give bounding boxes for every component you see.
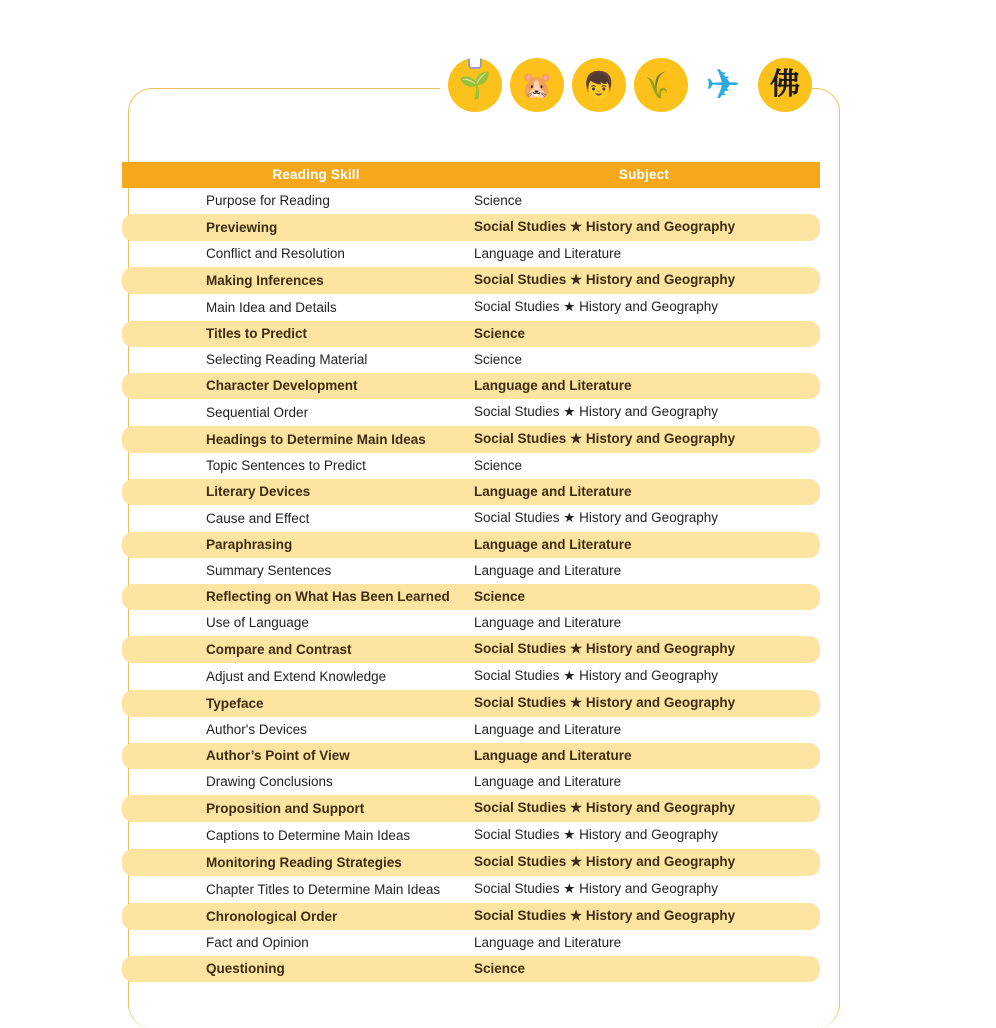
row-spacer-cell xyxy=(122,241,164,267)
cell-subject: Social Studies ★ History and Geography xyxy=(474,827,718,842)
cell-subject: Language and Literature xyxy=(474,935,622,950)
cell-subject: Social Studies ★ History and Geography xyxy=(468,795,820,822)
table-row xyxy=(122,426,820,453)
table-row xyxy=(122,769,820,795)
cell-subject: Language and Literature xyxy=(468,373,820,399)
table-row xyxy=(122,584,820,610)
cell-empty xyxy=(122,982,164,1007)
cell-subject: Social Studies ★ History and Geography xyxy=(468,849,820,876)
animal-icon xyxy=(510,58,564,112)
table-row xyxy=(122,717,820,743)
paperclip-icon xyxy=(468,58,482,69)
row-spacer-cell xyxy=(122,347,164,373)
row-spacer-cell xyxy=(122,876,164,903)
cell-subject: Language and Literature xyxy=(474,722,622,737)
table-row xyxy=(122,347,820,373)
airplane-glyph: ✈ xyxy=(705,61,741,108)
cell-subject: Language and Literature xyxy=(468,532,820,558)
cell-subject: Science xyxy=(468,956,820,982)
table-row xyxy=(122,505,820,532)
seedlings-icon xyxy=(448,58,502,112)
cell-empty xyxy=(164,982,468,1007)
cell-reading-skill: Previewing xyxy=(164,214,468,241)
row-spacer-cell xyxy=(122,743,164,769)
row-spacer-cell xyxy=(122,610,164,636)
row-spacer-cell xyxy=(122,188,164,214)
cell-subject: Language and Literature xyxy=(474,246,622,261)
row-spacer-cell xyxy=(122,267,164,294)
animal-glyph: 🐹 xyxy=(520,70,554,100)
cell-subject: Social Studies ★ History and Geography xyxy=(474,404,718,419)
row-spacer-cell xyxy=(122,321,164,347)
cell-subject: Language and Literature xyxy=(474,774,622,789)
cell-subject: Social Studies ★ History and Geography xyxy=(468,214,820,241)
table-row xyxy=(122,822,820,849)
row-spacer-cell xyxy=(122,399,164,426)
cell-empty xyxy=(468,982,820,1007)
cell-subject: Language and Literature xyxy=(474,615,622,630)
airplane-icon xyxy=(696,58,750,112)
cell-reading-skill: Adjust and Extend Knowledge xyxy=(206,668,387,684)
cell-reading-skill: Character Development xyxy=(164,373,468,399)
row-spacer-cell xyxy=(122,453,164,479)
cell-reading-skill: Selecting Reading Material xyxy=(206,352,368,367)
chinese-character-glyph: 佛 xyxy=(770,67,800,102)
row-spacer-cell xyxy=(122,294,164,321)
table-header-row xyxy=(122,162,820,188)
seedlings-glyph: 🌱 xyxy=(458,70,492,100)
cell-subject: Social Studies ★ History and Geography xyxy=(474,510,718,525)
cell-reading-skill: Conflict and Resolution xyxy=(206,246,345,261)
table-row xyxy=(122,558,820,584)
row-spacer-cell xyxy=(122,690,164,717)
table-row xyxy=(122,294,820,321)
table-row xyxy=(122,795,820,822)
row-spacer-cell xyxy=(122,426,164,453)
row-spacer-cell xyxy=(122,214,164,241)
row-spacer-cell xyxy=(122,663,164,690)
cell-reading-skill: Author’s Point of View xyxy=(164,743,468,769)
cell-reading-skill: Captions to Determine Main Ideas xyxy=(206,827,411,843)
table-row xyxy=(122,532,820,558)
cell-subject: Language and Literature xyxy=(468,743,820,769)
icon-strip xyxy=(448,58,812,112)
cell-subject: Social Studies ★ History and Geography xyxy=(468,690,820,717)
cell-reading-skill: Typeface xyxy=(164,690,468,717)
cell-subject: Science xyxy=(474,193,523,208)
cell-subject: Social Studies ★ History and Geography xyxy=(468,426,820,453)
cell-reading-skill: Paraphrasing xyxy=(164,532,468,558)
cell-subject: Language and Literature xyxy=(468,479,820,505)
cell-reading-skill: Literary Devices xyxy=(164,479,468,505)
table-row xyxy=(122,321,820,347)
table-row xyxy=(122,373,820,399)
cell-reading-skill: Main Idea and Details xyxy=(206,299,337,315)
cell-subject: Science xyxy=(474,352,523,367)
cell-reading-skill: Headings to Determine Main Ideas xyxy=(164,426,468,453)
cell-reading-skill: Author's Devices xyxy=(206,722,307,737)
cell-reading-skill: Fact and Opinion xyxy=(206,935,309,950)
cell-subject: Science xyxy=(468,584,820,610)
row-spacer-cell xyxy=(122,849,164,876)
cell-reading-skill: Chapter Titles to Determine Main Ideas xyxy=(206,881,441,897)
row-spacer-cell xyxy=(122,956,164,982)
row-spacer-cell xyxy=(122,532,164,558)
cell-reading-skill: Cause and Effect xyxy=(206,510,310,526)
cell-subject: Science xyxy=(474,458,523,473)
table-row xyxy=(122,956,820,982)
table-row xyxy=(122,241,820,267)
cell-reading-skill: Questioning xyxy=(164,956,468,982)
cell-reading-skill: Drawing Conclusions xyxy=(206,774,333,789)
row-spacer-cell xyxy=(122,795,164,822)
row-spacer-cell xyxy=(122,505,164,532)
table-body xyxy=(122,188,820,1007)
chinese-character-icon xyxy=(758,58,812,112)
table-head xyxy=(122,162,820,188)
cell-reading-skill: Purpose for Reading xyxy=(206,193,330,208)
table-row xyxy=(122,663,820,690)
cell-subject: Social Studies ★ History and Geography xyxy=(474,299,718,314)
child-reading-glyph: 👦 xyxy=(582,70,616,100)
cell-subject: Social Studies ★ History and Geography xyxy=(468,903,820,930)
cell-reading-skill: Making Inferences xyxy=(164,267,468,294)
row-spacer-cell xyxy=(122,769,164,795)
cell-reading-skill: Proposition and Support xyxy=(164,795,468,822)
cell-subject: Social Studies ★ History and Geography xyxy=(474,881,718,896)
row-spacer-cell xyxy=(122,373,164,399)
cell-subject: Science xyxy=(468,321,820,347)
child-reading-icon xyxy=(572,58,626,112)
table-row xyxy=(122,876,820,903)
reading-skills-table-wrap xyxy=(122,162,820,1007)
row-spacer-cell xyxy=(122,479,164,505)
table-row xyxy=(122,214,820,241)
table-row xyxy=(122,610,820,636)
cell-reading-skill: Use of Language xyxy=(206,615,309,630)
row-spacer-cell xyxy=(122,930,164,956)
row-spacer-cell xyxy=(122,558,164,584)
cell-reading-skill: Summary Sentences xyxy=(206,563,332,578)
table-row-empty xyxy=(122,982,820,1007)
row-spacer-cell xyxy=(122,584,164,610)
table-row xyxy=(122,930,820,956)
header-subject: Subject xyxy=(468,162,820,188)
cell-reading-skill: Titles to Predict xyxy=(164,321,468,347)
table-row xyxy=(122,690,820,717)
cell-reading-skill: Topic Sentences to Predict xyxy=(206,458,366,473)
table-row xyxy=(122,267,820,294)
table-row xyxy=(122,849,820,876)
table-row xyxy=(122,188,820,214)
cell-reading-skill: Compare and Contrast xyxy=(164,636,468,663)
row-spacer-cell xyxy=(122,903,164,930)
reading-skills-table xyxy=(122,162,820,1007)
row-spacer-cell xyxy=(122,822,164,849)
table-row xyxy=(122,399,820,426)
table-row xyxy=(122,453,820,479)
cell-subject: Social Studies ★ History and Geography xyxy=(468,267,820,294)
table-row xyxy=(122,636,820,663)
row-spacer-cell xyxy=(122,717,164,743)
table-row xyxy=(122,903,820,930)
table-row xyxy=(122,479,820,505)
cell-reading-skill: Sequential Order xyxy=(206,404,309,420)
cell-reading-skill: Reflecting on What Has Been Learned xyxy=(164,584,468,610)
farm-field-icon xyxy=(634,58,688,112)
cell-subject: Language and Literature xyxy=(474,563,622,578)
row-spacer-cell xyxy=(122,636,164,663)
farm-field-glyph: 🌾 xyxy=(644,70,678,100)
cell-reading-skill: Monitoring Reading Strategies xyxy=(164,849,468,876)
header-spacer xyxy=(122,162,164,188)
cell-subject: Social Studies ★ History and Geography xyxy=(468,636,820,663)
header-reading-skill: Reading Skill xyxy=(164,162,468,188)
cell-subject: Social Studies ★ History and Geography xyxy=(474,668,718,683)
cell-reading-skill: Chronological Order xyxy=(164,903,468,930)
table-row xyxy=(122,743,820,769)
